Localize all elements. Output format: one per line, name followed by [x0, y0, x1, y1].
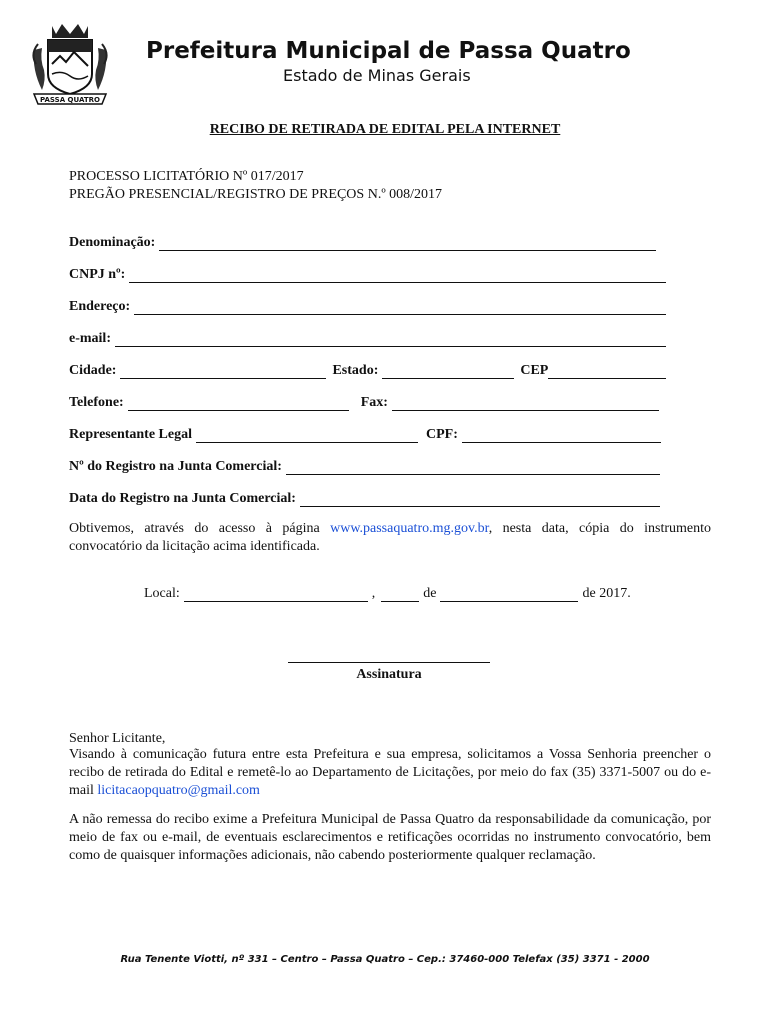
cpf-field[interactable] — [462, 429, 661, 443]
endereco-row — [69, 297, 672, 315]
fax-field[interactable] — [392, 397, 659, 411]
email-field[interactable] — [115, 333, 666, 347]
estado-field[interactable] — [382, 365, 514, 379]
coat-of-arms-logo — [30, 20, 110, 108]
fax-label: Fax: — [360, 395, 388, 410]
denominacao-field[interactable] — [159, 237, 656, 251]
representante-field[interactable] — [196, 429, 418, 443]
process-line: PROCESSO LICITATÓRIO Nº 017/2017 — [69, 169, 304, 184]
telefone-field[interactable] — [128, 397, 349, 411]
representante-label: Representante Legal — [69, 427, 192, 442]
cidade-row — [69, 361, 672, 379]
telefone-row — [69, 393, 665, 411]
local-field[interactable] — [184, 588, 368, 602]
crest-ribbon-text: PASSA QUATRO — [40, 96, 100, 104]
denominacao-row — [69, 233, 662, 251]
registro-junta-label: Nº do Registro na Junta Comercial: — [69, 459, 282, 474]
email-link[interactable]: licitacaopquatro@gmail.com — [97, 783, 260, 798]
year-label: de 2017. — [582, 586, 631, 601]
telefone-label: Telefone: — [69, 395, 124, 410]
local-label: Local: — [144, 586, 180, 601]
notice-text: Visando à comunicação futura entre esta Prefeitura e sua empresa, solicitamos a Vossa Senhoria preencher o recibo de retirada do Edital e remetê-lo ao Departamento de Licitações, por meio do fax (35) 3371-5007 ou do e-mail — [69, 747, 711, 798]
month-field[interactable] — [440, 588, 578, 602]
document-heading: RECIBO DE RETIRADA DE EDITAL PELA INTERNET — [209, 122, 561, 137]
page-subtitle: Estado de Minas Gerais — [283, 66, 471, 85]
pregao-line: PREGÃO PRESENCIAL/REGISTRO DE PREÇOS N.º 008/2017 — [69, 187, 443, 202]
de-label: de — [423, 586, 437, 601]
signature-line[interactable] — [288, 661, 490, 663]
cpf-label: CPF: — [426, 427, 458, 442]
data-registro-label: Data do Registro na Junta Comercial: — [69, 491, 296, 506]
local-date-line — [144, 586, 631, 602]
registro-junta-row — [69, 457, 666, 475]
signature-label: Assinatura — [356, 667, 422, 682]
cep-label: CEP — [520, 363, 549, 378]
cnpj-row — [69, 265, 672, 283]
statement-text-end: , nesta data, cópia do instrumento convocatório da licitação acima identificada. — [69, 521, 711, 554]
statement-text-start: Obtivemos, através do acesso à página — [69, 521, 331, 536]
salutation: Senhor Licitante, — [69, 731, 166, 746]
registro-junta-field[interactable] — [286, 461, 660, 475]
website-link[interactable]: www.passaquatro.mg.gov.br — [330, 521, 489, 536]
disclaimer-paragraph: A não remessa do recibo exime a Prefeitura Municipal de Passa Quatro da responsabilidade da comunicação, por meio de fax ou e-mail, de eventuais esclarecimentos e retificações ocorridas no instrumento convocatório, bem como de quaisquer informações adicionais, não cabendo posteriormente qualquer reclamação. — [69, 812, 711, 863]
notice-paragraph — [69, 746, 711, 800]
cidade-field[interactable] — [120, 365, 326, 379]
email-label: e-mail: — [69, 331, 111, 346]
cnpj-label: CNPJ nº: — [69, 267, 126, 282]
page-title: Prefeitura Municipal de Passa Quatro — [146, 38, 631, 64]
denominacao-label: Denominação: — [69, 235, 156, 250]
cnpj-field[interactable] — [129, 269, 666, 283]
estado-label: Estado: — [332, 363, 379, 378]
cidade-label: Cidade: — [69, 363, 117, 378]
representante-row — [69, 425, 667, 443]
local-comma: , — [371, 586, 376, 601]
footer-address: Rua Tenente Viotti, nº 331 – Centro – Passa Quatro – Cep.: 37460-000 Telefax (35) 3371 - 2000 — [120, 954, 650, 965]
day-field[interactable] — [381, 588, 419, 602]
endereco-field[interactable] — [134, 301, 666, 315]
data-registro-field[interactable] — [300, 493, 660, 507]
cep-field[interactable] — [548, 365, 666, 379]
email-row — [69, 329, 672, 347]
endereco-label: Endereço: — [69, 299, 131, 314]
statement-paragraph — [69, 520, 711, 556]
data-registro-row — [69, 489, 666, 507]
